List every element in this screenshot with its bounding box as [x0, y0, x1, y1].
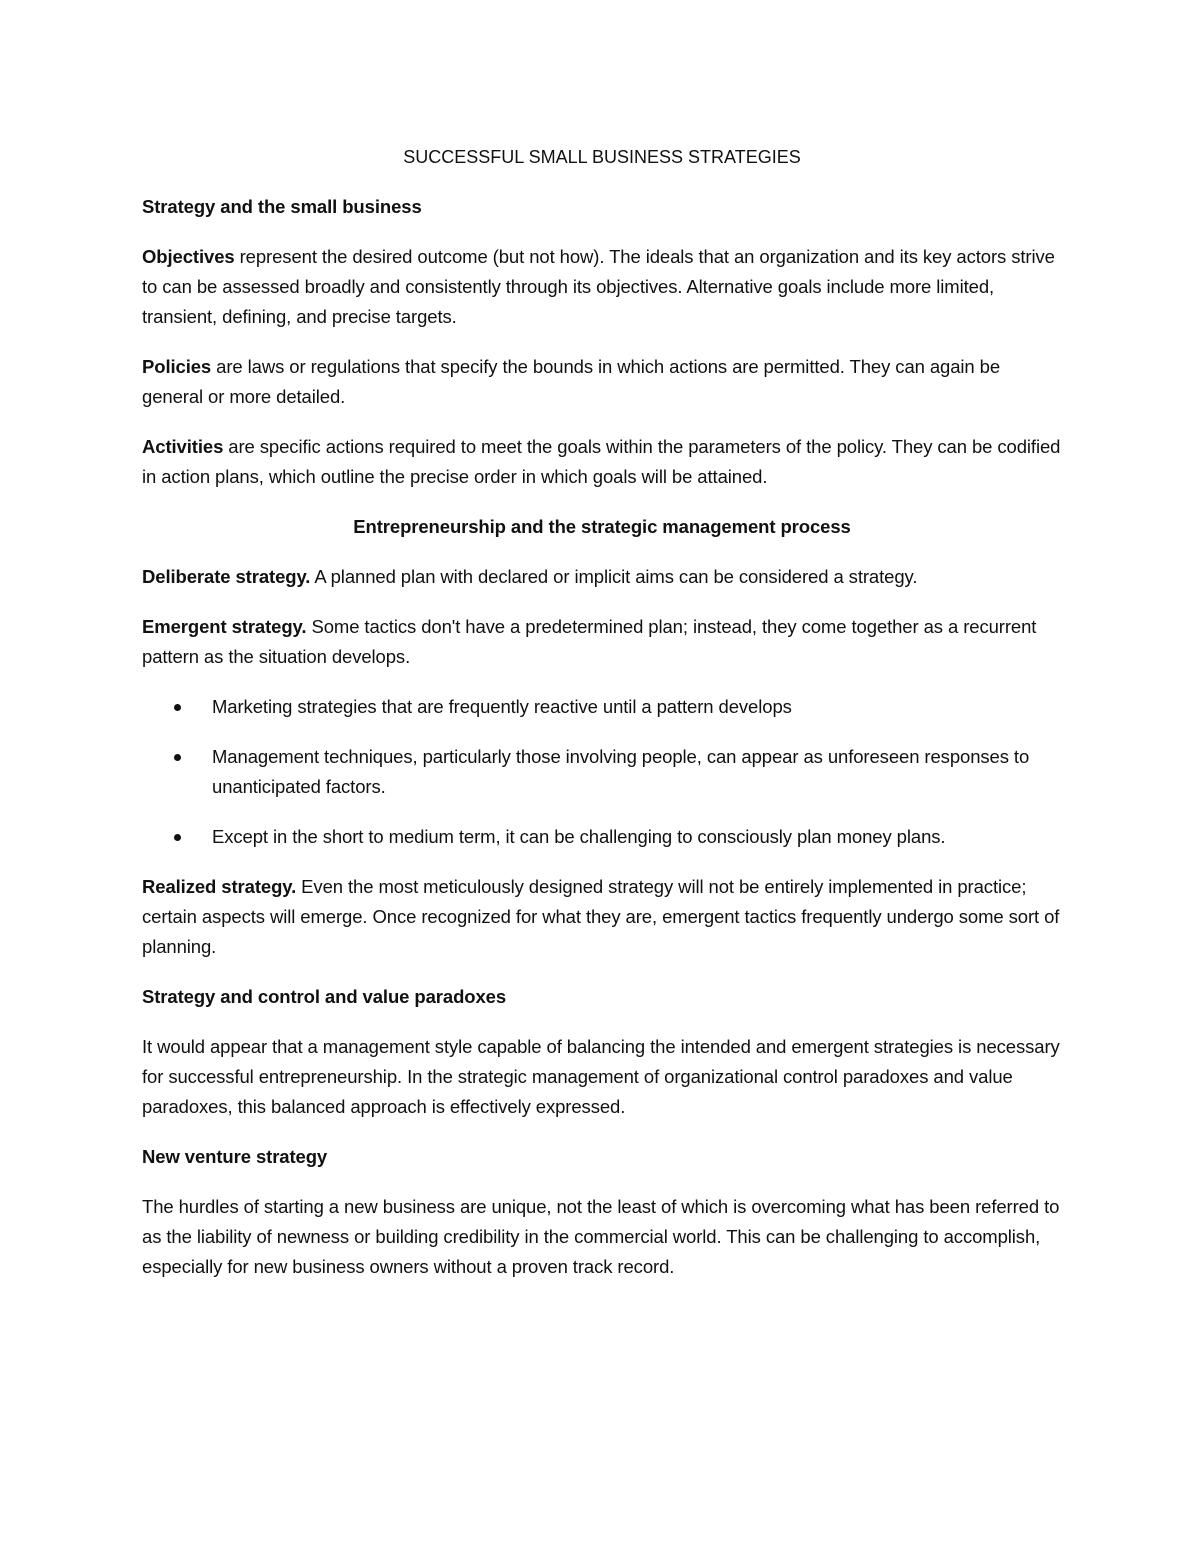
paragraph-new-venture-strategy: The hurdles of starting a new business are unique, not the least of which is overcoming what has been referred to as the liability of newness or building credibility in the commercial world. This can be challenging to accomplish, especially for new business owners without a proven track record.: [142, 1196, 1060, 1277]
paragraph-activities: [142, 432, 1062, 492]
deliberate-strategy-text: A planned plan with declared or implicit aims can be considered a strategy.: [310, 566, 918, 587]
section-heading-control-value-paradoxes: Strategy and control and value paradoxes: [142, 986, 507, 1007]
bullet-icon: [174, 704, 181, 711]
list-item: [142, 692, 1062, 722]
emergent-strategy-text: Some tactics don't have a predetermined plan; instead, they come together as a recurrent pattern as the situation develops.: [142, 616, 1037, 667]
paragraph-policies: [142, 352, 1062, 412]
term-realized-strategy: Realized strategy.: [142, 876, 297, 897]
list-item: [142, 742, 1062, 802]
list-item: [142, 822, 1062, 852]
policies-text: are laws or regulations that specify the bounds in which actions are permitted. They can again be general or more detailed.: [142, 356, 1001, 407]
term-deliberate-strategy: Deliberate strategy.: [142, 566, 311, 587]
paragraph-objectives: [142, 242, 1062, 332]
term-policies: Policies: [142, 356, 212, 377]
paragraph-realized-strategy: [142, 872, 1062, 962]
section-heading-new-venture-strategy: New venture strategy: [142, 1146, 328, 1167]
list-item-text: Except in the short to medium term, it can be challenging to consciously plan money plans.: [212, 826, 946, 847]
term-activities: Activities: [142, 436, 224, 457]
bullet-list: [142, 692, 1062, 852]
document-body: [142, 142, 1062, 1302]
realized-strategy-text: Even the most meticulously designed strategy will not be entirely implemented in practice; certain aspects will emerge. Once recognized for what they are, emergent tactics frequently undergo some sort of planning.: [142, 876, 1060, 957]
activities-text: are specific actions required to meet the goals within the parameters of the policy. They can be codified in action plans, which outline the precise order in which goals will be attained.: [142, 436, 1061, 487]
list-item-text: Management techniques, particularly those involving people, can appear as unforeseen responses to unanticipated factors.: [212, 746, 1030, 797]
paragraph-deliberate-strategy: [142, 562, 1062, 592]
paragraph-control-value-paradoxes: It would appear that a management style capable of balancing the intended and emergent strategies is necessary for successful entrepreneurship. In the strategic management of organizational control paradoxes and value paradoxes, this balanced approach is effectively expressed.: [142, 1036, 1060, 1117]
bullet-icon: [174, 834, 181, 841]
section-heading-strategy-small-business: Strategy and the small business: [142, 196, 422, 217]
document-title: SUCCESSFUL SMALL BUSINESS STRATEGIES: [403, 147, 801, 167]
term-emergent-strategy: Emergent strategy.: [142, 616, 307, 637]
list-item-text: Marketing strategies that are frequently reactive until a pattern develops: [212, 696, 792, 717]
paragraph-emergent-strategy: [142, 612, 1062, 672]
section-heading-entrepreneurship: Entrepreneurship and the strategic management process: [353, 516, 851, 537]
objectives-text: represent the desired outcome (but not how). The ideals that an organization and its key actors strive to can be assessed broadly and consistently through its objectives. Alternative goals include more limited, transient, defining, and precise targets.: [142, 246, 1055, 327]
bullet-icon: [174, 754, 181, 761]
term-objectives: Objectives: [142, 246, 235, 267]
